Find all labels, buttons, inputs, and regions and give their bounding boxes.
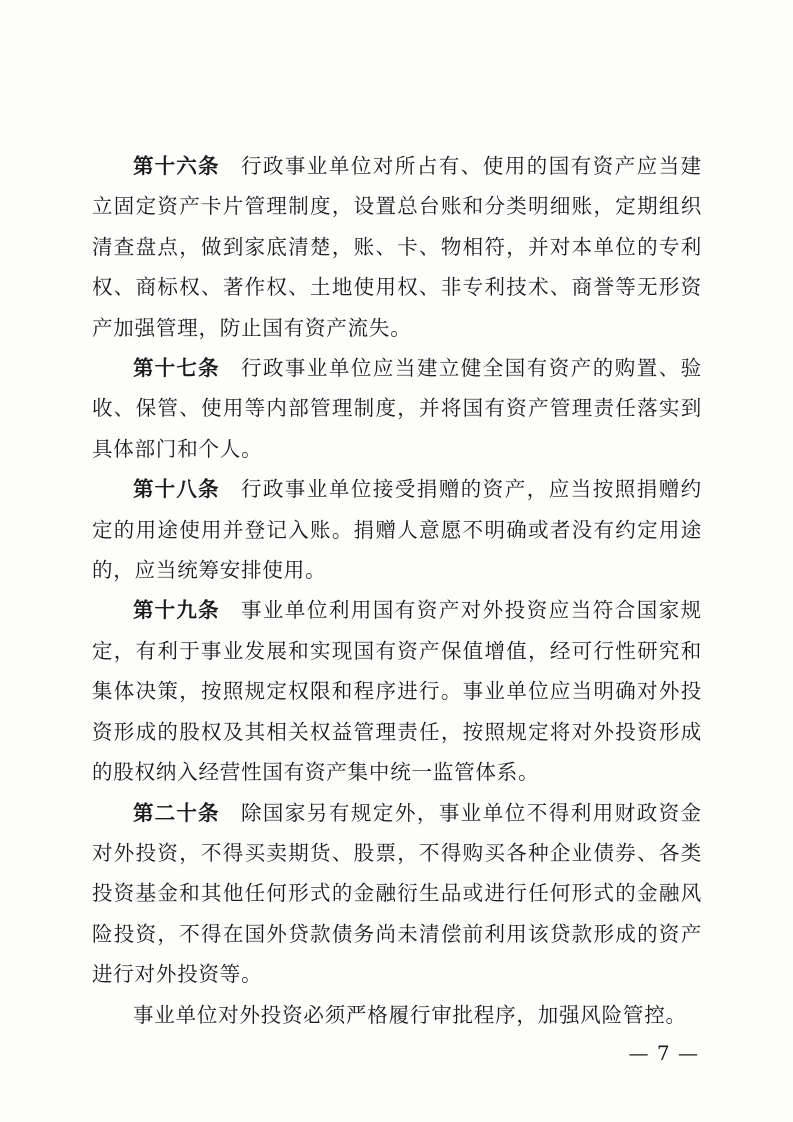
article-16 [92,146,702,348]
article-text: 行政事业单位接受捐赠的资产，应当按照捐赠约定的用途使用并登记入账。捐赠人意愿不明确或者没有约定用途的，应当统筹安排使用。 [92,477,702,583]
article-text: 行政事业单位应当建立健全国有资产的购置、验收、保管、使用等内部管理制度，并将国有资产管理责任落实到具体部门和个人。 [92,356,702,461]
article-heading: 第十七条 [133,356,220,381]
closing-paragraph: 事业单位对外投资必须严格履行审批程序，加强风险管控。 [133,1002,687,1027]
article-heading: 第十九条 [133,598,220,623]
article-heading: 第十八条 [133,477,220,502]
article-heading: 第二十条 [133,800,220,825]
article-text: 行政事业单位对所占有、使用的国有资产应当建立固定资产卡片管理制度，设置总台账和分类明细账，定期组织清查盘点，做到家底清楚，账、卡、物相符，并对本单位的专利权、商标权、著作权、土地使用权、非专利技术、商誉等无形资产加强管理，防止国有资产流失。 [92,154,702,340]
article-19 [92,590,702,792]
document-body [92,146,702,1035]
article-heading: 第十六条 [133,154,220,178]
article-20 [92,793,702,995]
article-text: 除国家另有规定外，事业单位不得利用财政资金对外投资，不得买卖期货、股票，不得购买各种企业债券、各类投资基金和其他任何形式的金融衍生品或进行任何形式的金融风险投资，不得在国外贷款债务尚未清偿前利用该贷款形成的资产进行对外投资等。 [92,800,702,987]
article-17 [92,348,702,469]
page-number: — 7 — [628,1041,699,1065]
article-text: 事业单位利用国有资产对外投资应当符合国家规定，有利于事业发展和实现国有资产保值增值，经可行性研究和集体决策，按照规定权限和程序进行。事业单位应当明确对外投资形成的股权及其相关权益管理责任，按照规定将对外投资形成的股权纳入经营性国有资产集中统一监管体系。 [92,598,702,785]
article-18 [92,469,702,590]
